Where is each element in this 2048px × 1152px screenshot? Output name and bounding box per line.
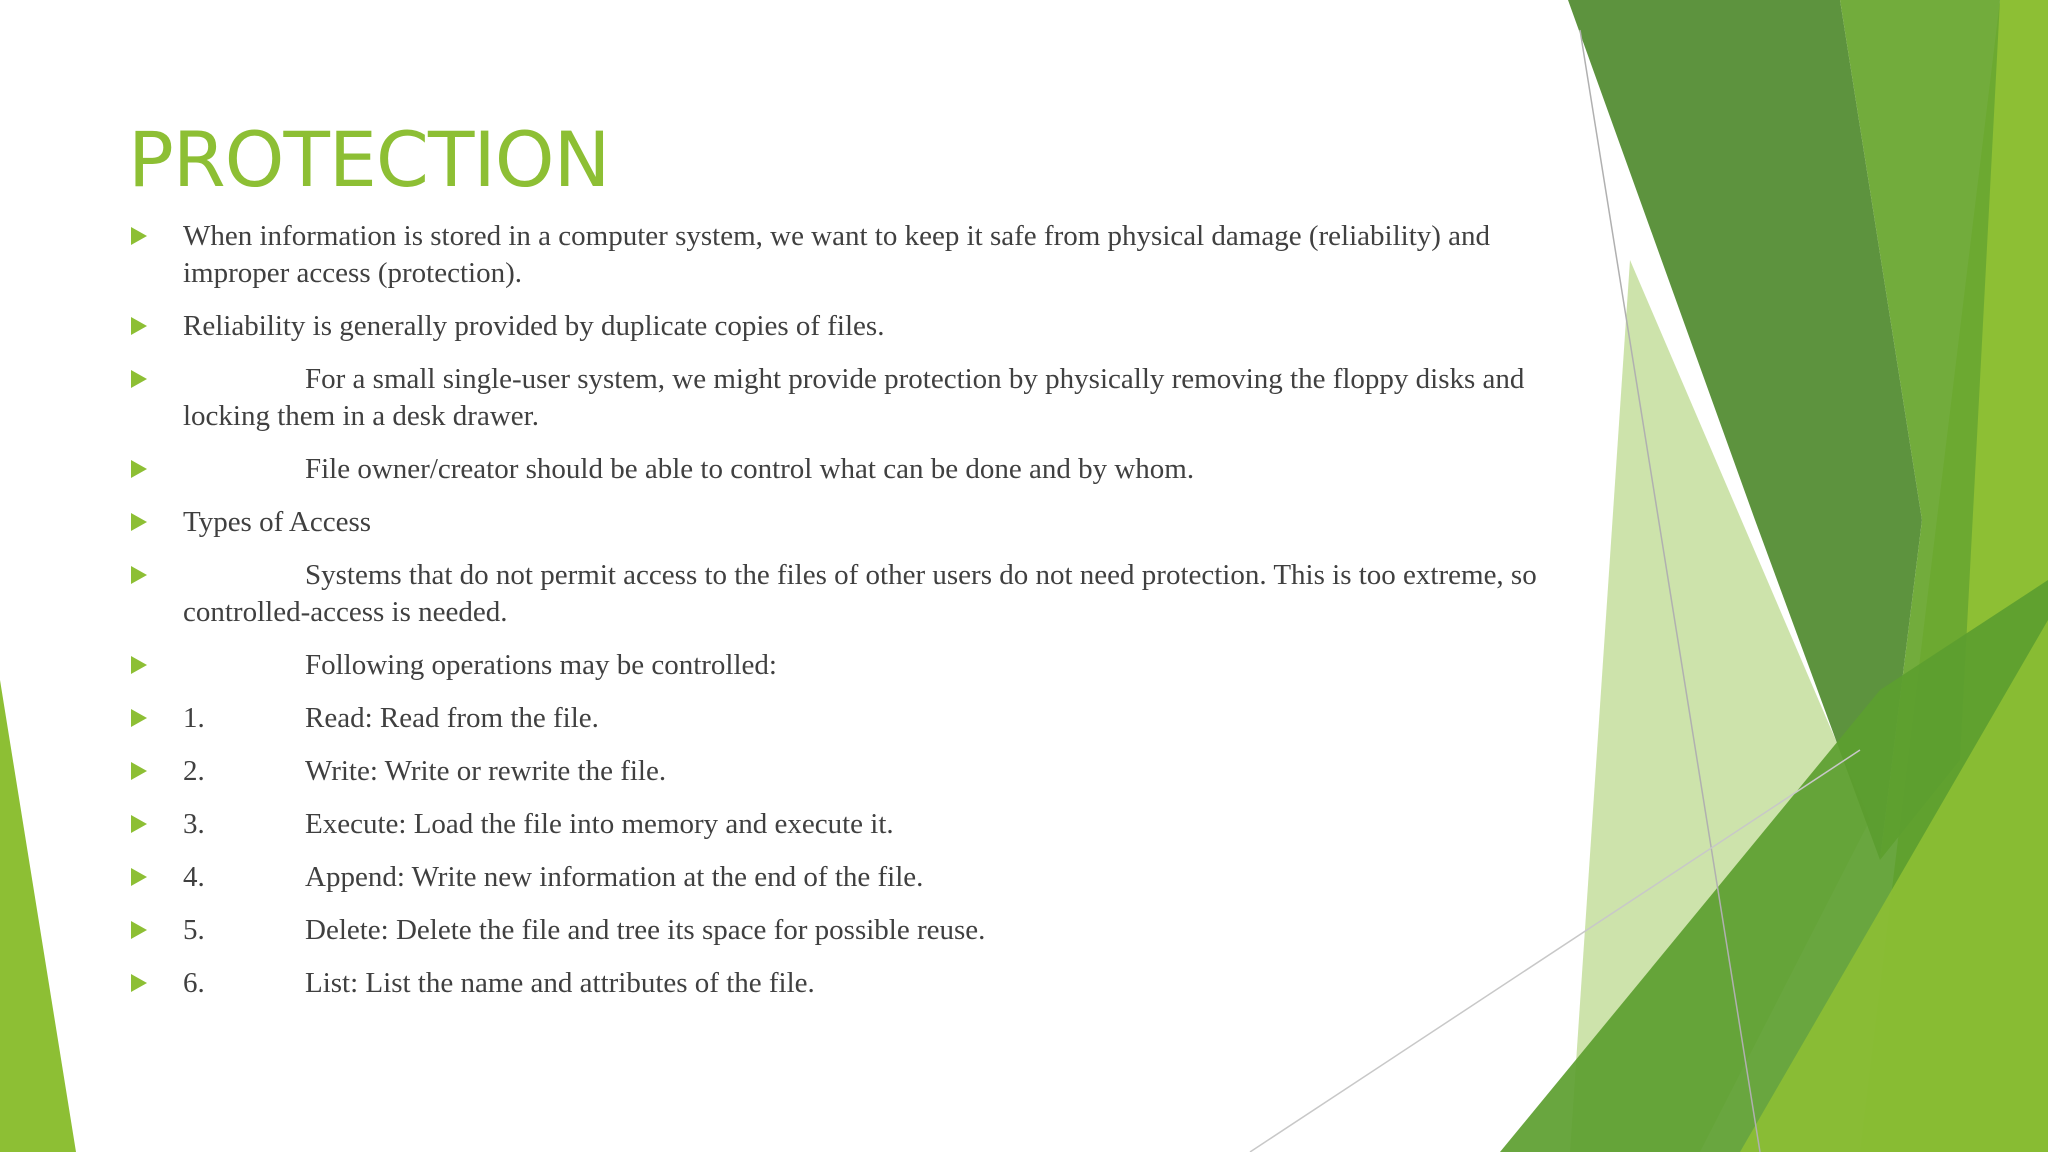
- triangle-right-icon: [131, 227, 147, 245]
- list-number: 1.: [183, 702, 205, 734]
- numbered-bullet-item: [128, 965, 1548, 1002]
- bullet-item: [128, 308, 1548, 345]
- bullet-item: [128, 647, 1548, 684]
- list-number: 6.: [183, 967, 205, 999]
- numbered-bullet-item: [128, 700, 1548, 737]
- bullet-text: Read: Read from the file.: [305, 702, 599, 734]
- bullet-text: File owner/creator should be able to control what can be done and by whom.: [305, 453, 1195, 485]
- bullet-text: Append: Write new information at the end of the file.: [305, 861, 924, 893]
- bullet-text: Following operations may be controlled:: [305, 649, 777, 681]
- bullet-text: Delete: Delete the file and tree its space for possible reuse.: [305, 914, 986, 946]
- bullet-text: When information is stored in a computer system, we want to keep it safe from physical damage (reliability) and improper access (protection).: [183, 220, 1491, 289]
- triangle-right-icon: [131, 815, 147, 833]
- list-number: 3.: [183, 808, 205, 840]
- bullet-item: [128, 504, 1548, 541]
- numbered-bullet-item: [128, 859, 1548, 896]
- bullet-text: Systems that do not permit access to the files of other users do not need protection. This is too extreme, so controlled-access is needed.: [183, 559, 1537, 628]
- bullet-text: Write: Write or rewrite the file.: [305, 755, 667, 787]
- triangle-right-icon: [131, 566, 147, 584]
- bullet-item: [128, 451, 1548, 488]
- bullet-text: Execute: Load the file into memory and execute it.: [305, 808, 894, 840]
- list-number: 4.: [183, 861, 205, 893]
- list-number: 2.: [183, 755, 205, 787]
- bullet-item: [128, 557, 1548, 631]
- triangle-right-icon: [131, 513, 147, 531]
- numbered-bullet-item: [128, 912, 1548, 949]
- bullet-item: [128, 361, 1548, 435]
- triangle-right-icon: [131, 317, 147, 335]
- bullet-text: Reliability is generally provided by duplicate copies of files.: [183, 310, 885, 342]
- numbered-bullet-item: [128, 753, 1548, 790]
- triangle-right-icon: [131, 868, 147, 886]
- bullet-text: For a small single-user system, we might provide protection by physically removing the floppy disks and locking them in a desk drawer.: [183, 363, 1525, 432]
- triangle-right-icon: [131, 762, 147, 780]
- bullet-list: [128, 218, 1548, 1018]
- left-green-sliver: [0, 680, 76, 1152]
- bullet-text: Types of Access: [183, 506, 372, 538]
- triangle-right-icon: [131, 370, 147, 388]
- triangle-right-icon: [131, 974, 147, 992]
- slide-title: PROTECTION: [128, 115, 610, 204]
- bullet-text: List: List the name and attributes of the file.: [305, 967, 815, 999]
- triangle-right-icon: [131, 460, 147, 478]
- triangle-right-icon: [131, 709, 147, 727]
- list-number: 5.: [183, 914, 205, 946]
- bullet-item: [128, 218, 1548, 292]
- triangle-right-icon: [131, 921, 147, 939]
- numbered-bullet-item: [128, 806, 1548, 843]
- triangle-right-icon: [131, 656, 147, 674]
